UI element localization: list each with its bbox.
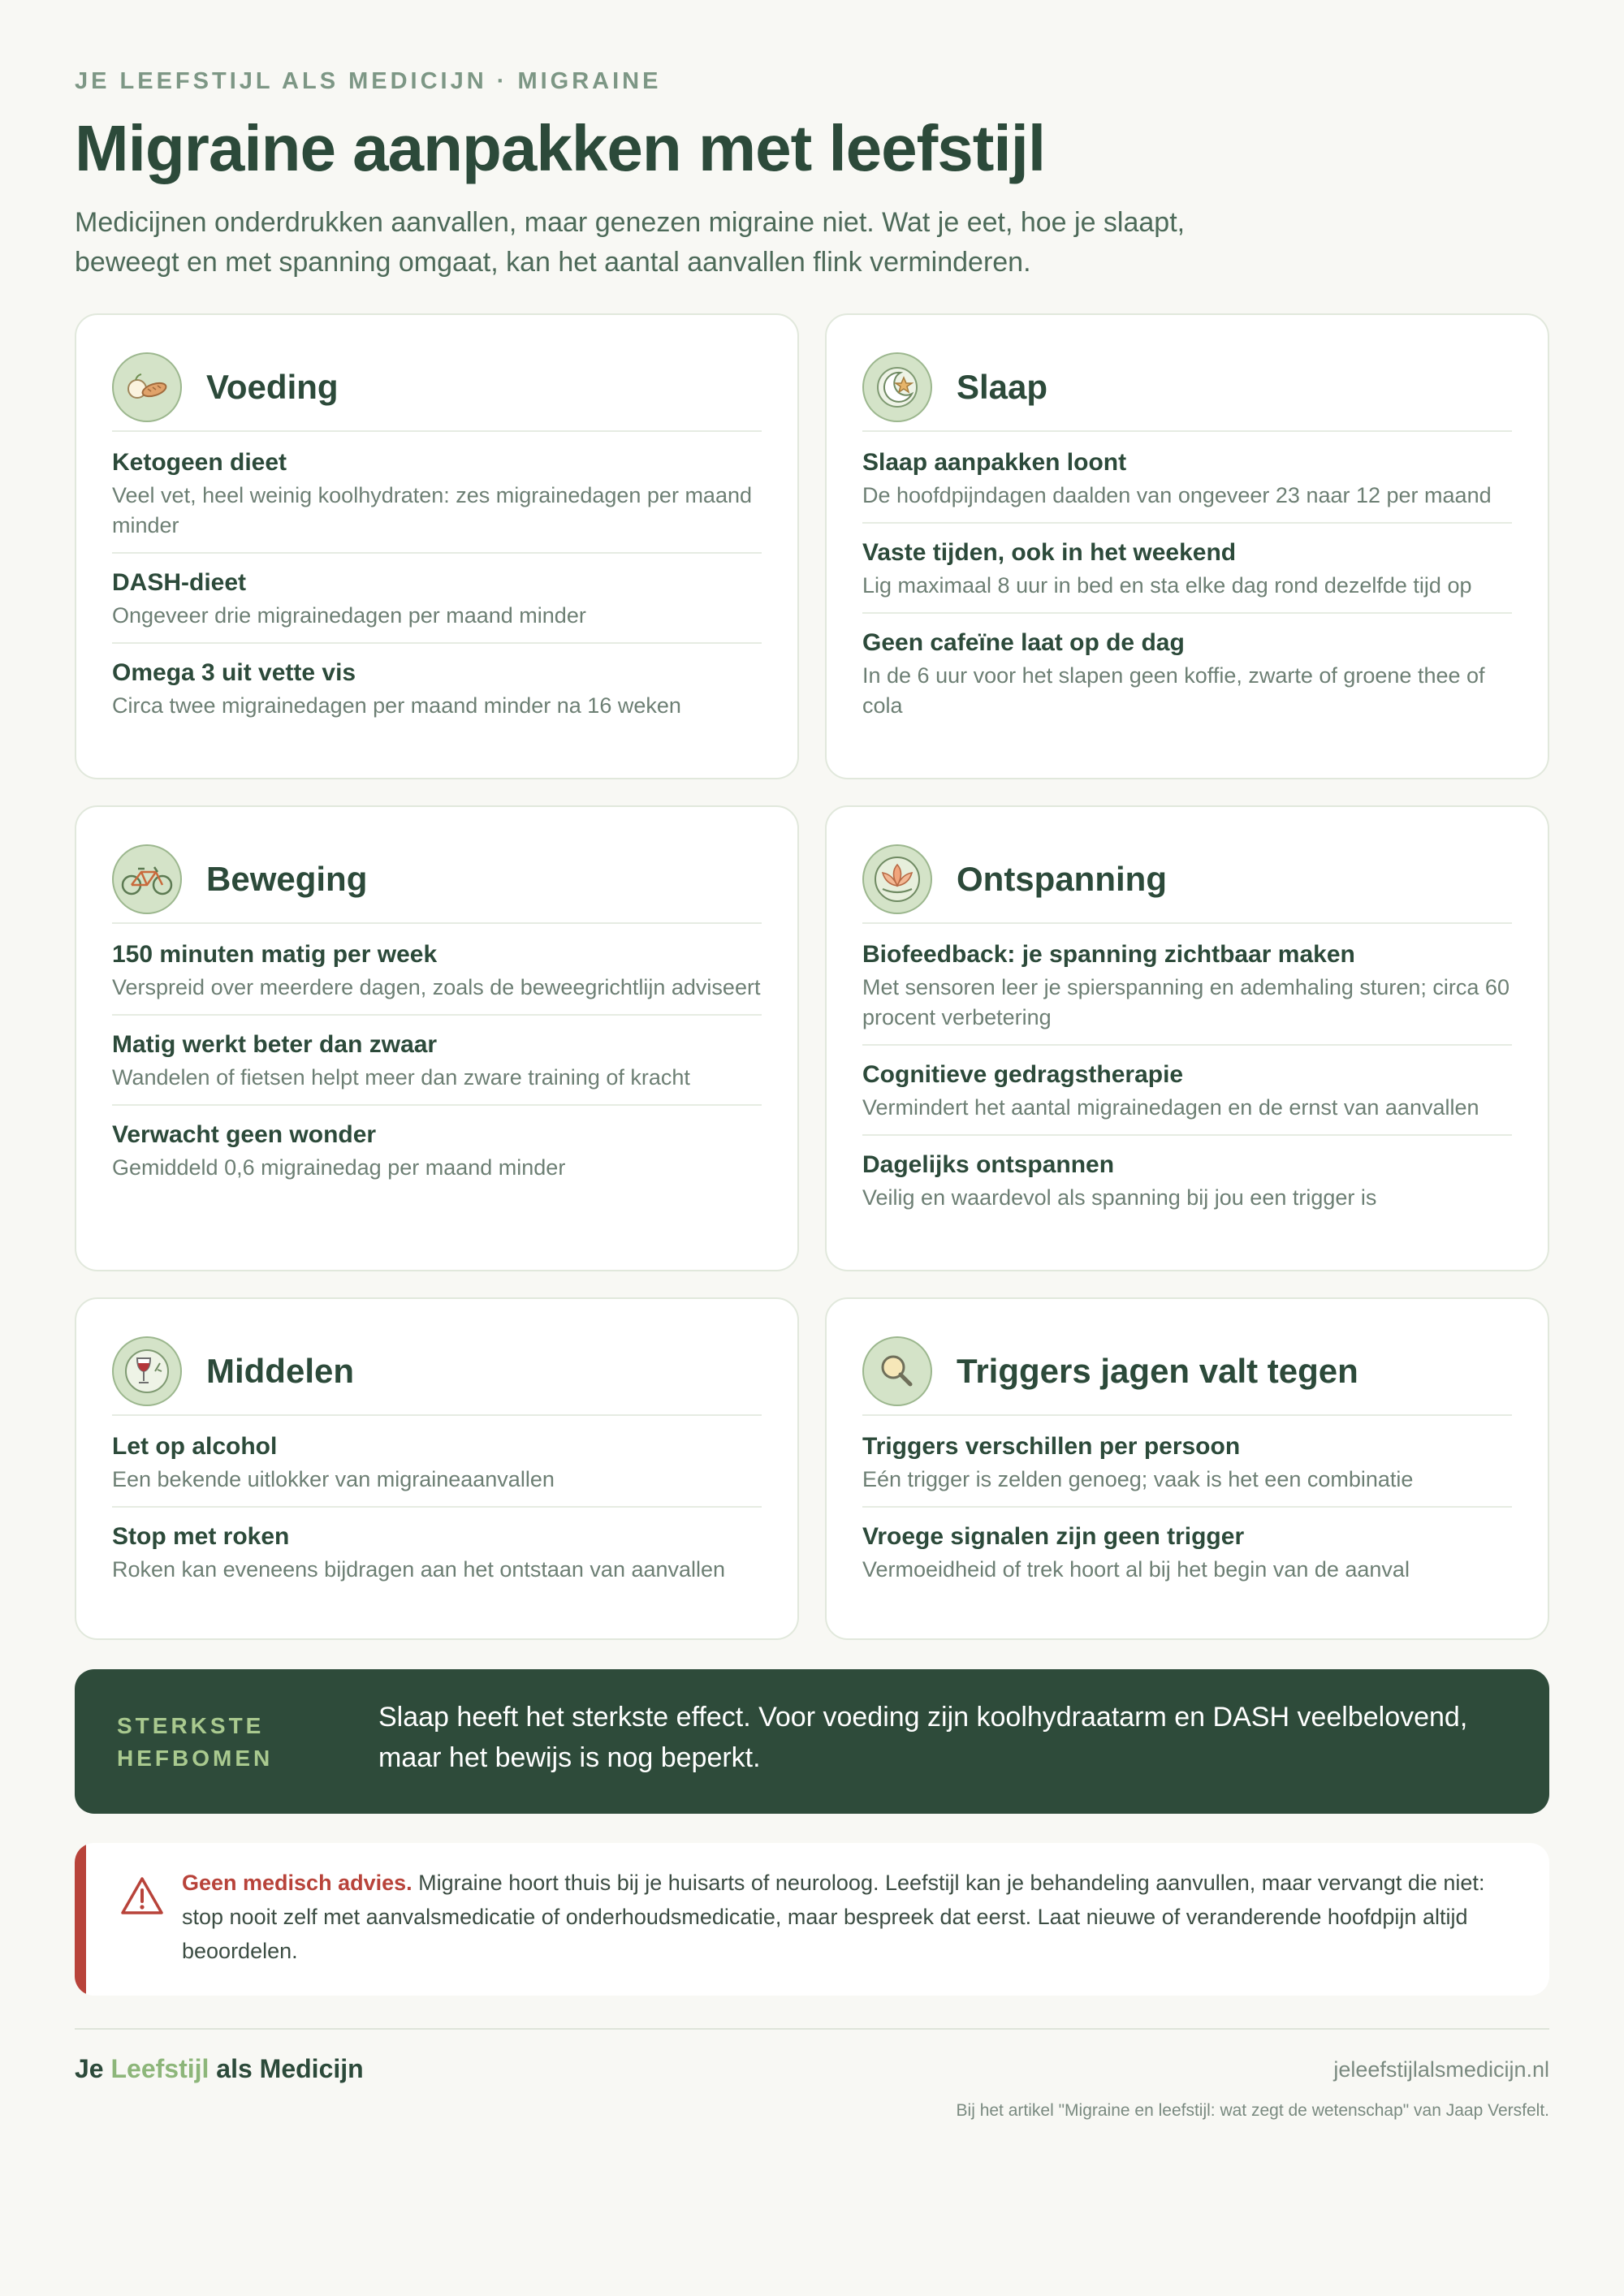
item-list <box>112 447 762 732</box>
item-title: DASH-dieet <box>112 569 247 596</box>
warning-triangle-icon <box>120 1875 164 1916</box>
brand-logo <box>75 2054 364 2084</box>
item-title: Cognitieve gedragstherapie <box>862 1061 1184 1088</box>
item-text: Veel vet, heel weinig koolhydraten: zes migrainedagen per maand minder <box>112 483 752 537</box>
disclaimer-body: Migraine hoort thuis bij je huisarts of neuroloog. Leefstijl kan je behandeling aanvullen, maar vervangt die niet: stop nooit zelf met aanvalsmedicatie of onderhoudsmedicatie, maar bespreek dat eerst. Laat nieuwe of veranderende hoofdpijn altijd beoordelen. <box>182 1871 1485 1963</box>
disclaimer-box <box>75 1843 1549 1996</box>
item-title: Matig werkt beter dan zwaar <box>112 1031 438 1058</box>
list-item <box>112 447 762 554</box>
item-list <box>862 939 1512 1224</box>
card-header <box>862 351 1512 432</box>
banner-label: STERKSTE HEFBOMEN <box>117 1713 274 1771</box>
list-item <box>112 939 762 1016</box>
item-title: Let op alcohol <box>112 1433 278 1460</box>
list-item <box>862 939 1512 1046</box>
item-list <box>112 1431 762 1596</box>
item-text: Circa twee migrainedagen per maand minder na 16 weken <box>112 693 681 718</box>
item-text: Verspreid over meerdere dagen, zoals de beweegrichtlijn adviseert <box>112 975 761 999</box>
card-title: Middelen <box>206 1352 355 1390</box>
item-text: Veilig en waardevol als spanning bij jou een trigger is <box>862 1185 1377 1210</box>
card-header <box>862 1335 1512 1416</box>
brand-post: als Medicijn <box>209 2054 364 2083</box>
item-text: De hoofdpijndagen daalden van ongeveer 23 naar 12 per maand <box>862 483 1492 507</box>
card-header <box>112 351 762 432</box>
card-middelen <box>75 1297 799 1640</box>
list-item <box>862 447 1512 524</box>
item-text: Ongeveer drie migrainedagen per maand minder <box>112 603 586 628</box>
lead-text: Medicijnen onderdrukken aanvallen, maar genezen migraine niet. Wat je eet, hoe je slaapt, beweegt en met spanning omgaat, kan het aantal aanvallen flink verminderen. <box>75 207 1186 278</box>
food-icon <box>112 352 182 422</box>
key-takeaway-banner <box>75 1669 1549 1814</box>
card-slaap <box>825 313 1549 779</box>
card-title: Ontspanning <box>957 860 1167 898</box>
list-item <box>112 1119 762 1194</box>
list-item <box>112 1521 762 1596</box>
item-text: Lig maximaal 8 uur in bed en sta elke dag rond dezelfde tijd op <box>862 573 1472 598</box>
item-list <box>862 447 1512 732</box>
wine-glass-icon <box>112 1336 182 1406</box>
footer-divider <box>75 2028 1549 2030</box>
item-text: Wandelen of fietsen helpt meer dan zware training of kracht <box>112 1065 690 1090</box>
disclaimer-text <box>182 1866 1514 1968</box>
list-item <box>862 1149 1512 1224</box>
item-title: Stop met roken <box>112 1523 290 1550</box>
item-text: Een bekende uitlokker van migraineaanvallen <box>112 1467 555 1491</box>
card-title: Voeding <box>206 368 339 406</box>
item-title: Verwacht geen wonder <box>112 1121 377 1148</box>
card-voeding <box>75 313 799 779</box>
item-text: Vermoeidheid of trek hoort al bij het begin van de aanval <box>862 1557 1410 1582</box>
page-title: Migraine aanpakken met leefstijl <box>75 112 1046 184</box>
card-title: Triggers jagen valt tegen <box>957 1352 1358 1390</box>
list-item <box>862 1059 1512 1136</box>
list-item <box>862 1521 1512 1596</box>
list-item <box>862 627 1512 732</box>
item-text: In de 6 uur voor het slapen geen koffie, zwarte of groene thee of cola <box>862 663 1485 718</box>
item-text: Vermindert het aantal migrainedagen en de ernst van aanvallen <box>862 1095 1479 1120</box>
brand-pre: Je <box>75 2054 111 2083</box>
card-title: Beweging <box>206 860 368 898</box>
item-title: Vroege signalen zijn geen trigger <box>862 1523 1245 1550</box>
item-title: 150 minuten matig per week <box>112 941 438 968</box>
list-item <box>112 657 762 732</box>
item-title: Omega 3 uit vette vis <box>112 659 356 686</box>
card-beweging <box>75 805 799 1271</box>
list-item <box>862 1431 1512 1508</box>
article-credit: Bij het artikel "Migraine en leefstijl: wat zegt de wetenschap" van Jaap Versfelt. <box>956 2101 1549 2120</box>
item-list <box>862 1431 1512 1596</box>
disclaimer-heading: Geen medisch advies. <box>182 1871 412 1895</box>
card-header <box>112 843 762 924</box>
item-list <box>112 939 762 1194</box>
card-title: Slaap <box>957 368 1048 406</box>
bicycle-icon <box>112 844 182 914</box>
item-text: Met sensoren leer je spierspanning en ademhaling sturen; circa 60 procent verbetering <box>862 975 1510 1029</box>
item-text: Roken kan eveneens bijdragen aan het ontstaan van aanvallen <box>112 1557 726 1582</box>
item-title: Triggers verschillen per persoon <box>862 1433 1241 1460</box>
item-title: Geen cafeïne laat op de dag <box>862 629 1185 656</box>
item-title: Slaap aanpakken loont <box>862 449 1127 476</box>
card-header <box>112 1335 762 1416</box>
moon-star-icon <box>862 352 932 422</box>
item-text: Gemiddeld 0,6 migrainedag per maand minder <box>112 1155 566 1180</box>
list-item <box>112 1029 762 1106</box>
brand-accent: Leefstijl <box>110 2054 209 2083</box>
item-title: Biofeedback: je spanning zichtbaar maken <box>862 941 1355 968</box>
card-header <box>862 843 1512 924</box>
banner-text: Slaap heeft het sterkste effect. Voor voeding zijn koolhydraatarm en DASH veelbelovend, maar het bewijs is nog beperkt. <box>378 1702 1468 1773</box>
item-title: Ketogeen dieet <box>112 449 287 476</box>
magnifier-icon <box>862 1336 932 1406</box>
card-triggers <box>825 1297 1549 1640</box>
list-item <box>862 537 1512 614</box>
warning-accent-bar <box>75 1843 86 1996</box>
list-item <box>112 567 762 644</box>
card-ontspanning <box>825 805 1549 1271</box>
item-text: Eén trigger is zelden genoeg; vaak is het een combinatie <box>862 1467 1414 1491</box>
eyebrow: JE LEEFSTIJL ALS MEDICIJN · MIGRAINE <box>75 68 662 94</box>
website-url: jeleefstijlalsmedicijn.nl <box>1333 2057 1549 2082</box>
lotus-icon <box>862 844 932 914</box>
item-title: Dagelijks ontspannen <box>862 1151 1115 1178</box>
list-item <box>112 1431 762 1508</box>
item-title: Vaste tijden, ook in het weekend <box>862 539 1237 566</box>
